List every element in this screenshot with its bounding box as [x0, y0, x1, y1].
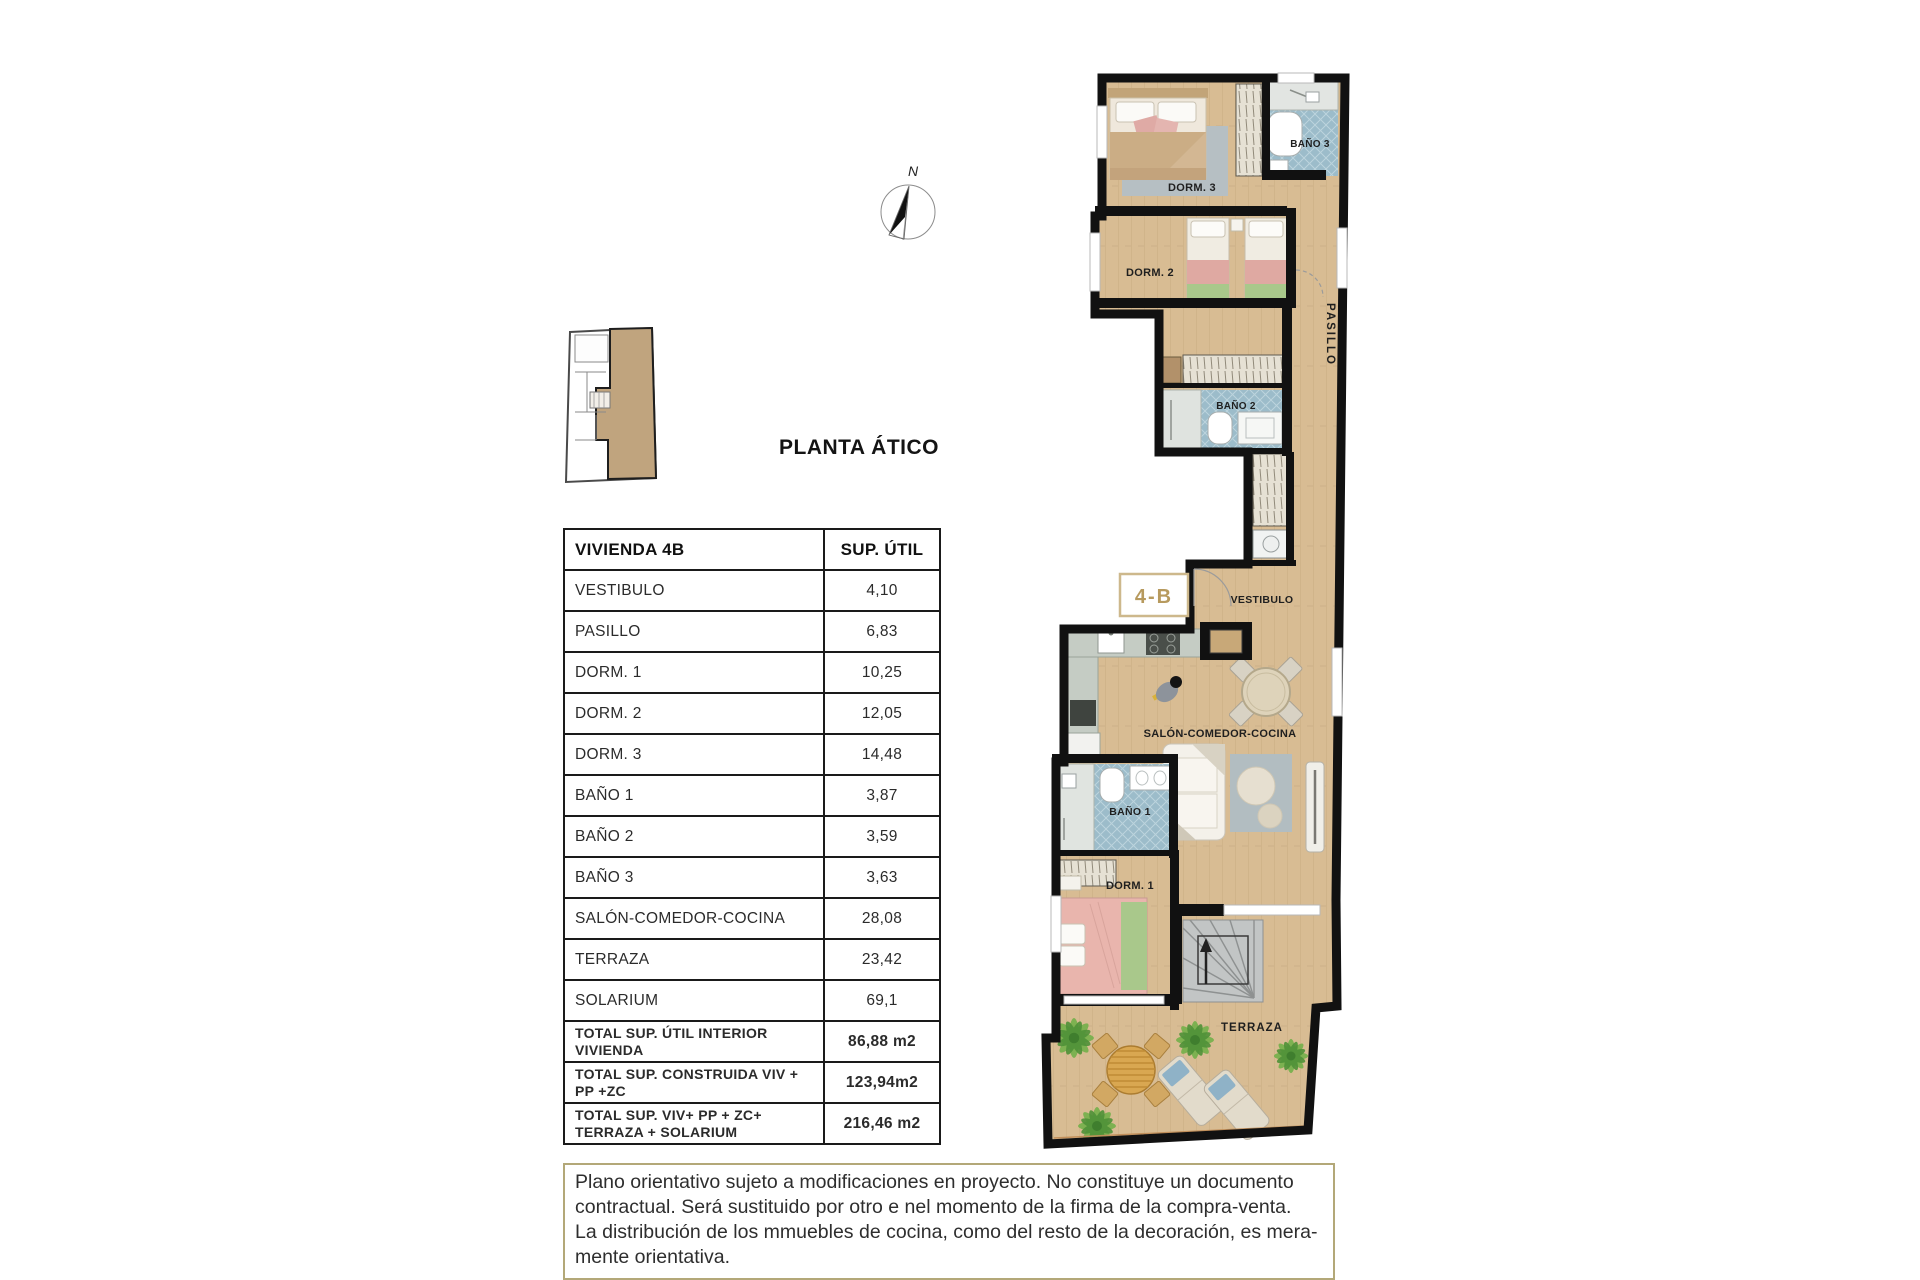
tv-console	[1306, 762, 1324, 852]
page-title: PLANTA ÁTICO	[779, 436, 939, 459]
table-row: BAÑO 3 3,63	[564, 857, 940, 898]
room-label-bano2: BAÑO 2	[1216, 401, 1256, 412]
key-plan-stairs	[590, 392, 610, 408]
bathroom-3	[1268, 82, 1338, 176]
table-header-row	[564, 529, 940, 570]
unit-badge	[1120, 574, 1188, 616]
table-header-name: VIVIENDA 4B	[564, 529, 824, 570]
table-row: DORM. 3 14,48	[564, 734, 940, 775]
table-row: TERRAZA 23,42	[564, 939, 940, 980]
room-label-salon: SALÓN-COMEDOR-COCINA	[1143, 728, 1297, 740]
table-total-row: TOTAL SUP. ÚTIL INTERIOR VIVIENDA 86,88 m2	[564, 1021, 940, 1062]
unit-badge-label: 4-B	[1134, 586, 1174, 608]
north-compass	[872, 150, 952, 254]
room-label-dorm3: DORM. 3	[1168, 182, 1216, 194]
disclaimer-box	[563, 1163, 1335, 1280]
shaft	[1161, 357, 1181, 383]
room-label-bano1: BAÑO 1	[1109, 806, 1151, 818]
table-row: BAÑO 2 3,59	[564, 816, 940, 857]
niche	[1210, 630, 1242, 653]
table-total-row: TOTAL SUP. VIV+ PP + ZC+ TERRAZA + SOLARIUM 216,46 m2	[564, 1103, 940, 1144]
pouf	[1258, 804, 1282, 828]
floor-plan	[1040, 48, 1380, 1168]
room-label-pasillo: PASILLO	[1324, 303, 1336, 366]
table-row: BAÑO 1 3,87	[564, 775, 940, 816]
wardrobe	[1236, 84, 1262, 176]
table-row: DORM. 1 10,25	[564, 652, 940, 693]
closet	[1253, 454, 1290, 526]
disclaimer-line: Plano orientativo sujeto a modificaciones en proyecto. No constituye un documento	[575, 1171, 1294, 1193]
double-bed-dorm3	[1108, 88, 1208, 180]
pouf	[1237, 767, 1275, 805]
table-row: SOLARIUM 69,1	[564, 980, 940, 1021]
room-label-dorm1: DORM. 1	[1106, 880, 1154, 892]
bathroom-2	[1163, 390, 1285, 448]
table-row: VESTIBULO 4,10	[564, 570, 940, 611]
disclaimer-line: contractual. Será sustituido por otro e nel momento de la firma de la compra-venta.	[575, 1196, 1292, 1218]
compass-n-label: N	[908, 163, 919, 179]
table-row: DORM. 2 12,05	[564, 693, 940, 734]
table-row: SALÓN-COMEDOR-COCINA 28,08	[564, 898, 940, 939]
room-label-vestibulo: VESTIBULO	[1230, 594, 1294, 606]
table-total-row: TOTAL SUP. CONSTRUIDA VIV + PP +ZC 123,94m2	[564, 1062, 940, 1103]
areas-table	[563, 528, 941, 1145]
table-header-value: SUP. ÚTIL	[824, 529, 940, 570]
wardrobe	[1183, 355, 1283, 385]
disclaimer-line: La distribución de los mmuebles de cocina, como del resto de la decoración, es mera-	[575, 1221, 1318, 1243]
washing-machine	[1253, 530, 1290, 558]
disclaimer-line: mente orientativa.	[575, 1246, 731, 1268]
room-label-dorm2: DORM. 2	[1126, 267, 1174, 279]
table-row: PASILLO 6,83	[564, 611, 940, 652]
staircase	[1183, 920, 1263, 1002]
oven	[1070, 700, 1096, 726]
room-label-terraza: TERRAZA	[1221, 1022, 1283, 1034]
key-plan	[556, 320, 668, 495]
room-label-bano3: BAÑO 3	[1290, 139, 1330, 150]
